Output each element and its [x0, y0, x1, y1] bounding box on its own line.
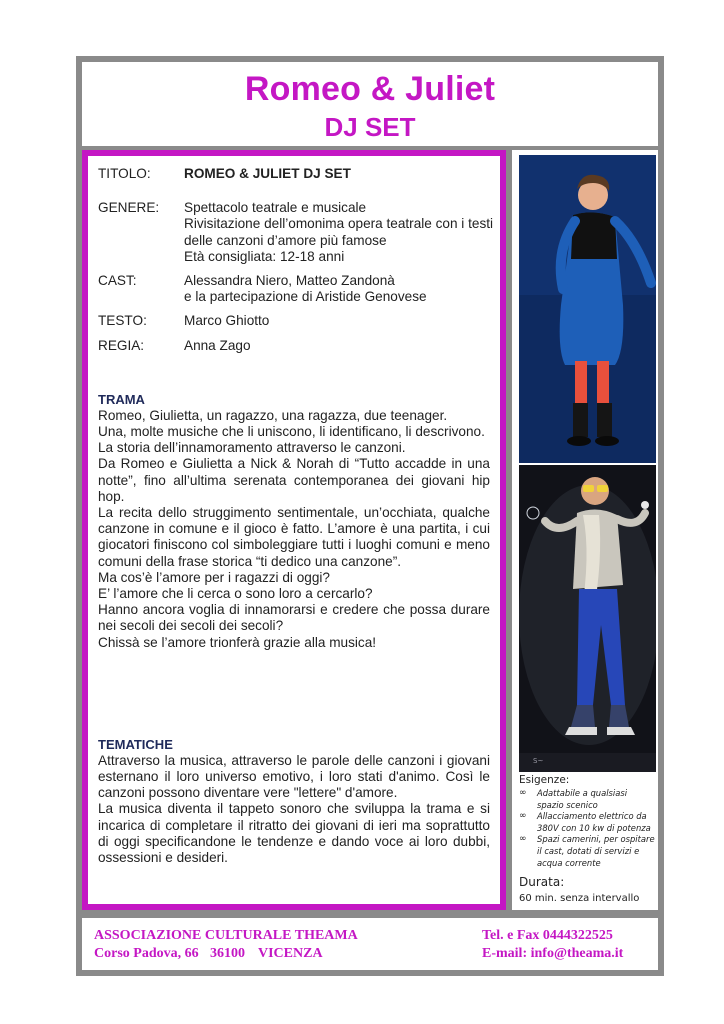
trama-line: canzone in comune e il gioco è fatto. L’amore è una partita, i cui	[98, 521, 490, 537]
trama-line: giocatori finiscono col simboleggiare tutti i luoghi comuni e meno	[98, 537, 490, 553]
info-value-line: Rivisitazione dell’omonima opera teatrale con i testi	[184, 216, 494, 232]
trama-line: Da Romeo e Giulietta a Nick & Norah di “Tutto accadde in una	[98, 456, 490, 472]
tematiche-line: ossessioni e desideri.	[98, 850, 228, 866]
info-value-line: Alessandra Niero, Matteo Zandonà	[184, 273, 395, 289]
requirement-text: Adattabile a qualsiasi	[537, 788, 628, 798]
requirement-text: Allacciamento elettrico da	[537, 811, 647, 822]
info-value: Marco Ghiotto	[184, 313, 270, 329]
tematiche-line: Attraverso la musica, attraverso le parole delle canzoni i giovani	[98, 752, 490, 768]
requirement-item	[519, 811, 657, 834]
trama-line: notte”, fino all’ultima serenata contemporanea dei giovani hip	[98, 472, 490, 488]
performer-photo-actress	[519, 155, 656, 463]
infinity-bullet-icon: ∞	[519, 834, 527, 845]
tematiche-line: incarica di completare il ritratto dei giovani di ieri ma soprattutto	[98, 817, 490, 833]
trama-line: comuni della frase storica “ti dedico una canzone”.	[98, 553, 401, 569]
info-label: CAST:	[98, 273, 137, 289]
footer-phone: Tel. e Fax 0444322525	[482, 928, 613, 943]
info-label: REGIA:	[98, 337, 145, 353]
trama-line: La storia dell’innamoramento attraverso le canzoni.	[98, 440, 406, 456]
requirement-text: acqua corrente	[537, 857, 601, 868]
actor-illustration	[519, 465, 656, 772]
trama-line: hop.	[98, 488, 125, 504]
actress-illustration	[519, 155, 656, 463]
right-column	[512, 150, 658, 910]
header	[82, 62, 658, 146]
section-heading-tematiche: TEMATICHE	[98, 736, 173, 752]
trama-line: La recita dello struggimento sentimentale, un’occhiata, qualche	[98, 505, 490, 521]
trama-line: E’ l’amore che li cerca o sono loro a cercarlo?	[98, 586, 373, 602]
trama-text	[98, 408, 490, 651]
tematiche-line: esternano il loro universo emotivo, i loro stati d'animo. Così le	[98, 769, 490, 785]
trama-line: Chissà se l’amore trionferà grazie alla musica!	[98, 634, 377, 650]
info-value-line: Spettacolo teatrale e musicale	[184, 200, 367, 216]
tematiche-text	[98, 753, 490, 866]
info-label: TESTO:	[98, 313, 147, 329]
requirement-item	[519, 788, 657, 811]
content-box	[82, 150, 506, 910]
svg-text:S~: S~	[533, 757, 544, 765]
tematiche-line: La musica diventa il tappeto sonoro che sviluppa la trama e si	[98, 801, 490, 817]
trama-line: Una, molte musiche che li uniscono, li identificano, li descrivono.	[98, 424, 485, 440]
info-label: TITOLO:	[98, 166, 151, 181]
section-heading-trama: TRAMA	[98, 391, 145, 407]
requirement-text: Spazi camerini, per ospitare	[537, 834, 655, 845]
tematiche-line: di oggi specificandone le tendenze e dando voce ai loro dubbi,	[98, 833, 490, 849]
duration-value: 60 min. senza intervallo	[519, 893, 640, 905]
requirement-text: 380V con 10 kw di potenza	[537, 822, 651, 833]
page-subtitle: DJ SET	[324, 112, 416, 142]
footer-cap: 36100	[210, 946, 245, 961]
requirements-title: Esigenze:	[519, 774, 570, 786]
performer-photo-actor	[519, 465, 656, 772]
footer-email[interactable]: E-mail: info@theama.it	[482, 946, 624, 961]
info-label: GENERE:	[98, 200, 160, 216]
footer-street: Corso Padova, 66	[94, 946, 199, 961]
info-row-genere	[98, 200, 494, 265]
requirement-text: spazio scenico	[537, 799, 598, 810]
info-value-line: e la partecipazione di Aristide Genovese	[184, 289, 427, 305]
footer-org: ASSOCIAZIONE CULTURALE THEAMA	[94, 928, 358, 943]
info-row-cast	[98, 273, 490, 305]
info-row-testo	[98, 313, 490, 329]
footer-address	[94, 945, 358, 963]
page-title: Romeo & Juliet	[244, 70, 496, 108]
infinity-bullet-icon: ∞	[519, 788, 527, 798]
trama-line: Hanno ancora voglia di innamorarsi e credere che possa durare	[98, 602, 490, 618]
tematiche-line: canzoni possono diventare vere "lettere" d'amore.	[98, 785, 398, 801]
info-row-regia	[98, 338, 490, 354]
info-value: ROMEO & JULIET DJ SET	[184, 166, 351, 181]
trama-line: nei secoli dei secoli dei secoli?	[98, 618, 284, 634]
requirements	[519, 772, 657, 904]
info-row-titolo	[98, 166, 490, 182]
requirement-text: il cast, dotati di servizi e	[537, 845, 640, 856]
requirement-item	[519, 834, 657, 869]
infinity-bullet-icon: ∞	[519, 811, 527, 822]
trama-line: Romeo, Giulietta, un ragazzo, una ragazza, due teenager.	[98, 407, 448, 423]
info-value-line: delle canzoni d’amore più famose	[184, 232, 387, 248]
trama-line: Ma cos’è l’amore per i ragazzi di oggi?	[98, 569, 330, 585]
footer	[82, 918, 658, 970]
info-value-line: Età consigliata: 12-18 anni	[184, 248, 345, 264]
footer-city: VICENZA	[258, 946, 323, 961]
info-value: Anna Zago	[184, 337, 251, 353]
duration-title: Durata:	[519, 875, 565, 890]
